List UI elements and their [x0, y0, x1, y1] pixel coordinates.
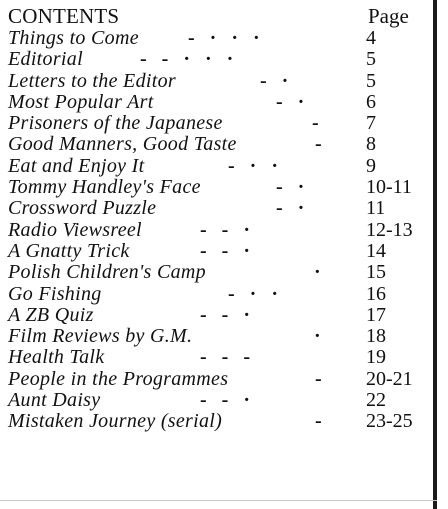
toc-entry-title: Film Reviews by G.M.	[8, 325, 193, 348]
toc-entry-title: Go Fishing	[8, 282, 102, 305]
contents-heading: CONTENTS	[8, 4, 120, 28]
toc-row	[8, 112, 433, 133]
toc-row	[8, 325, 433, 346]
toc-entry-page: 5	[366, 48, 376, 71]
dot-leader: - ·	[260, 69, 289, 92]
dot-leader: - - ·	[200, 218, 250, 241]
toc-entry-title: A ZB Quiz	[8, 303, 94, 326]
right-border-rule	[433, 0, 437, 509]
toc-row	[8, 283, 433, 304]
toc-entry-title: People in the Programmes	[8, 367, 229, 390]
dot-leader: - - -	[200, 346, 250, 369]
toc-entry-title: Aunt Daisy	[8, 389, 101, 412]
toc-entry-page: 12-13	[366, 218, 413, 241]
toc-entry-title: Crossword Puzzle	[8, 197, 157, 220]
toc-entry-title: Prisoners of the Japanese	[8, 112, 223, 135]
dot-leader: -	[315, 367, 322, 390]
dot-leader: - - ·	[200, 239, 250, 262]
toc-entry-page: 8	[366, 133, 376, 156]
toc-row	[8, 240, 433, 261]
toc-row	[8, 133, 433, 154]
dot-leader: - - ·	[200, 389, 250, 412]
page-column-heading: Page	[368, 4, 409, 28]
toc-entry-page: 15	[366, 261, 386, 284]
toc-entry-title: Editorial	[8, 48, 83, 71]
toc-entry-title: Radio Viewsreel	[8, 218, 142, 241]
toc-entry-title: Mistaken Journey (serial)	[8, 410, 223, 433]
dot-leader: - ·	[276, 176, 305, 199]
toc-row	[8, 389, 433, 410]
toc-entry-page: 23-25	[366, 410, 413, 433]
dot-leader: - · · ·	[188, 27, 260, 49]
toc-entry-page: 10-11	[366, 176, 412, 199]
toc-row	[8, 304, 433, 325]
toc-entry-title: Most Popular Art	[8, 90, 154, 113]
toc-entry-page: 18	[366, 325, 386, 348]
toc-row	[8, 261, 433, 282]
toc-row	[8, 27, 433, 48]
toc-entry-page: 20-21	[366, 367, 413, 390]
toc-row	[8, 91, 433, 112]
toc-row	[8, 219, 433, 240]
toc-entry-page: 7	[366, 112, 376, 135]
toc-list	[8, 27, 433, 432]
toc-entry-page: 6	[366, 90, 376, 113]
toc-entry-title: Letters to the Editor	[8, 69, 176, 92]
toc-row	[8, 70, 433, 91]
toc-entry-page: 5	[366, 69, 376, 92]
dot-leader: - - · · ·	[140, 48, 234, 71]
dot-leader: -	[315, 133, 322, 156]
dot-leader: ·	[314, 325, 321, 348]
toc-row	[8, 346, 433, 367]
dot-leader: - - ·	[200, 303, 250, 326]
dot-leader: -	[315, 410, 322, 433]
toc-entry-title: A Gnatty Trick	[8, 239, 130, 262]
toc-entry-title: Eat and Enjoy It	[8, 154, 145, 177]
toc-row	[8, 155, 433, 176]
bottom-border-rule	[0, 500, 437, 501]
toc-entry-page: 4	[366, 27, 376, 49]
toc-entry-page: 16	[366, 282, 386, 305]
toc-entry-page: 17	[366, 303, 386, 326]
toc-entry-title: Health Talk	[8, 346, 105, 369]
toc-entry-title: Good Manners, Good Taste	[8, 133, 237, 156]
dot-leader: -	[312, 112, 319, 135]
toc-entry-page: 19	[366, 346, 386, 369]
dot-leader: ·	[314, 261, 321, 284]
toc-entry-title: Things to Come	[8, 27, 139, 49]
dot-leader: - ·	[276, 90, 305, 113]
dot-leader: - · ·	[228, 154, 278, 177]
toc-entry-page: 22	[366, 389, 386, 412]
toc-row	[8, 48, 433, 69]
toc-row	[8, 176, 433, 197]
toc-entry-page: 9	[366, 154, 376, 177]
toc-entry-title: Polish Children's Camp	[8, 261, 206, 284]
dot-leader: - · ·	[228, 282, 278, 305]
dot-leader: - ·	[276, 197, 305, 220]
toc-row	[8, 197, 433, 218]
toc-entry-page: 14	[366, 239, 386, 262]
toc-entry-title: Tommy Handley's Face	[8, 176, 201, 199]
toc-row	[8, 410, 433, 431]
toc-row	[8, 368, 433, 389]
toc-entry-page: 11	[366, 197, 386, 220]
